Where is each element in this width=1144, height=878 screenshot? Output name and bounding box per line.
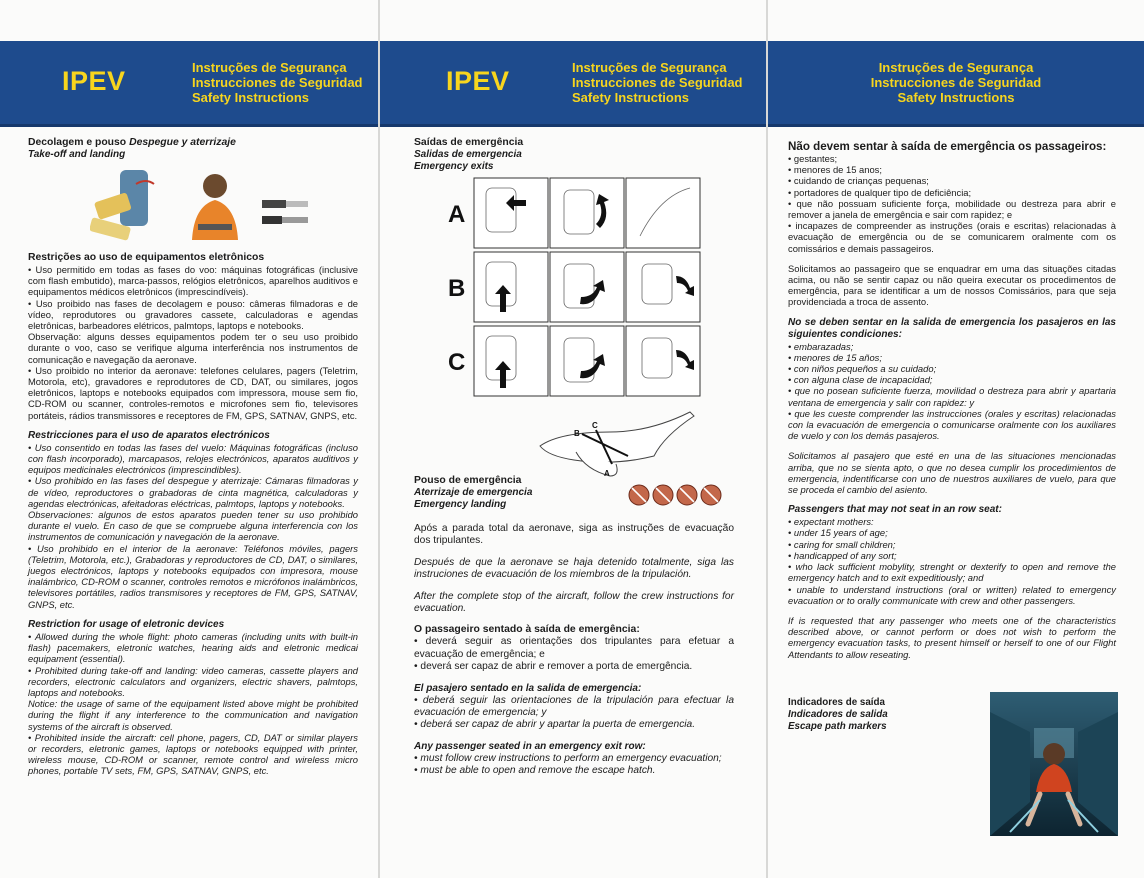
seated-en-item-1: • must follow crew instructions to perform an emergency evacuation; bbox=[414, 752, 722, 764]
buckle-icon-4 bbox=[282, 217, 308, 223]
takeoff-heading bbox=[28, 137, 358, 161]
header-band bbox=[0, 41, 378, 127]
landing-title-es: Aterrizaje de emergencia bbox=[414, 487, 533, 498]
seated-pt-item-2: • deverá ser capaz de abrir e remover a porta de emergência. bbox=[414, 661, 693, 673]
takeoff-title-es: Despegue y aterrizaje bbox=[129, 137, 236, 148]
seated-es-item-1: • deberá seguir las orientaciones de la tripulación para efectuar la evacuación de emergencia; y bbox=[414, 694, 734, 719]
restrictions-heading-es: Restricciones para el uso de aparatos electrónicos bbox=[28, 429, 270, 441]
restriction-pt-3: Observação: alguns desses equipamentos podem ter o seu uso proibido durante o voo, caso se verifique alguma interferência nos instrumentos de comunicação e navegação da aeronave. bbox=[28, 331, 358, 365]
seating-pt-item-4: • portadores de qualquer tipo de deficiência; bbox=[788, 186, 972, 198]
title-pt: Instruções de Segurança bbox=[572, 60, 727, 75]
exit-row-label-b: B bbox=[448, 275, 466, 302]
panel-takeoff-landing bbox=[0, 0, 378, 878]
restrictions-heading-en: Restriction for usage of eletronic devices bbox=[28, 618, 225, 630]
seating-es-item-2: • menores de 15 años; bbox=[788, 351, 882, 363]
exit-row-label-a: A bbox=[448, 201, 466, 228]
restriction-es-4: • Uso prohibido en el interior de la aeronave: Teléfonos móviles, pagers (Teletrim, Motorola, etc.), Grabadoras y reproductores de CD, DAT, o similares, juegos electrónicos, laptops y notebooks equipados con impresora, mouse inalámbrico, CD-ROM o scanner, controles remotos e micrófonos inalámbricos, televisores portátiles, radios transmisores y receptores de FM, GPS, SATNAV, GNPS, etc. bbox=[28, 542, 358, 610]
seating-pt-item-3: • cuidando de crianças pequenas; bbox=[788, 175, 929, 187]
restrictions-text bbox=[28, 252, 358, 777]
panel-exit-seating bbox=[768, 0, 1144, 878]
logo-ipev: IPEV bbox=[62, 66, 126, 96]
title-en: Safety Instructions bbox=[572, 90, 690, 105]
takeoff-title-en: Take-off and landing bbox=[28, 149, 126, 160]
seated-en-item-2: • must be able to open and remove the escape hatch. bbox=[414, 765, 656, 777]
seating-es-item-4: • con alguna clase de incapacidad; bbox=[788, 374, 933, 386]
header-titles bbox=[192, 60, 363, 105]
after-stop-es: Después de que la aeronave se haja detenido totalmente, siga las instruciones de evacuación de los miembros de la tripulación. bbox=[414, 556, 734, 581]
header-titles bbox=[768, 60, 1144, 105]
restriction-en-3: Notice: the usage of same of the equipament listed above might be prohibited during the flight if any interference to the communication and navigation systems of the aircraft is observed. bbox=[28, 698, 358, 732]
seating-es-item-1: • embarazadas; bbox=[788, 340, 854, 352]
header-titles bbox=[572, 60, 743, 105]
seating-pt-request: Solicitamos ao passageiro que se enquadrar em uma das situações citadas acima, ou não se sentir capaz ou não queira executar os procedimentos de emergência, para se identificar a um de nossos Comissários, para que seja providenciada a troca de assento. bbox=[788, 262, 1116, 308]
seating-en-item-1: • expectant mothers: bbox=[788, 516, 874, 528]
evacuation-text bbox=[414, 523, 734, 778]
exits-heading bbox=[414, 137, 744, 173]
aircraft-exit-map bbox=[536, 406, 696, 482]
seating-pt-item-2: • menores de 15 anos; bbox=[788, 164, 882, 176]
seatbelt-icon bbox=[198, 224, 232, 230]
landing-title-pt: Pouso de emergência bbox=[414, 475, 522, 486]
plane-label-b: B bbox=[574, 429, 580, 438]
landing-title-en: Emergency landing bbox=[414, 499, 507, 510]
seated-es-item-2: • deberá ser capaz de abrir y apartar la puerta de emergencia. bbox=[414, 719, 696, 731]
restriction-en-1: • Allowed during the whole flight: photo cameras (including units with built-in flash) pacemakers, eletronic watches, hearing aids and eletronic medicai equipament (essential). bbox=[28, 630, 358, 665]
buckle-icon-3 bbox=[262, 216, 282, 224]
title-pt: Instruções de Segurança bbox=[192, 60, 347, 75]
seating-pt-item-1: • gestantes; bbox=[788, 153, 838, 164]
escape-markers-heading bbox=[788, 697, 988, 733]
after-stop-pt: Após a parada total da aeronave, siga as instruções de evacuação dos tripulantes. bbox=[414, 523, 734, 547]
seating-en-item-2: • under 15 years of age; bbox=[788, 527, 888, 539]
after-stop-en: After the complete stop of the aircraft, follow the crew instructions for evacuation. bbox=[414, 590, 734, 615]
title-es: Instrucciones de Seguridad bbox=[572, 75, 743, 90]
exit-seating-text bbox=[788, 140, 1116, 660]
markers-title-pt: Indicadores de saída bbox=[788, 697, 885, 708]
seating-es-request: Solicitamos al pasajero que esté en una de las situaciones mencionadas arriba, que no se sienta apto, o que no desea cumplir los procedimientos de emergencia, indentificarse con uno de nuestros auxiliares de vuelo, para que se proceda el cambio del asiento. bbox=[788, 450, 1116, 496]
title-en: Safety Instructions bbox=[897, 90, 1015, 105]
header-band bbox=[768, 41, 1144, 127]
seating-pt-item-6: • incapazes de compreender as instruções (orais e escritas) relacionadas à evacuação de emergência ou de se comunicarem oralmente com os comissários e demais passageiros. bbox=[788, 220, 1116, 254]
panel-emergency-exits bbox=[380, 0, 766, 878]
takeoff-illustration bbox=[90, 164, 320, 248]
prohibition-icons bbox=[628, 484, 724, 506]
seating-en-item-4: • handicapped of any sort; bbox=[788, 549, 897, 561]
restriction-es-1: • Uso consentido en todas las fases del vuelo: Máquinas fotográficas (incluso con flash incorporado), marcapasos, relojes electrónicos, aparatos auditivos y equipos medicinales electrónicos (imprescindibles). bbox=[28, 441, 358, 476]
seating-heading-pt: Não devem sentar à saída de emergência os passageiros: bbox=[788, 140, 1107, 153]
passenger-head-icon bbox=[203, 174, 227, 198]
plane-label-a: A bbox=[604, 469, 610, 478]
title-es: Instrucciones de Seguridad bbox=[870, 75, 1042, 90]
logo-ipev: IPEV bbox=[446, 66, 510, 96]
exit-instructions-diagram bbox=[440, 176, 722, 402]
restriction-pt-2: • Uso proibido nas fases de decolagem e pouso: câmeras filmadoras e de vídeo, reprodutores ou gravadores cassete, calculadoras e agendas eletrônicas, barbeadores elétricos, palmtops, laptops e notebooks. bbox=[28, 297, 358, 332]
seating-en-item-5: • who lack sufficient mobylity, strenght or dexterify to open and remove the emergency hatch and to exit expeditiously; and bbox=[788, 561, 1116, 584]
aircraft-icon bbox=[540, 412, 694, 462]
restriction-pt-1: • Uso permitido em todas as fases do voo: máquinas fotográficas (inclusive com flash embutido), marca-passos, relógios eletrônicos, aparelhos auditivos e equipamentos médicos eletrônicos (imprescindíveis). bbox=[28, 264, 358, 298]
passenger-head-icon bbox=[1043, 743, 1065, 765]
seated-heading-es: El pasajero sentado en la salida de emergencia: bbox=[414, 682, 642, 694]
buckle-icon-1 bbox=[262, 200, 286, 208]
restriction-en-4: • Prohibited inside the aircraft: cell phone, pagers, CD, DAT or similar players or recorders, eletronic games, laptops or notebooks equipped with printer, wireless mouse, CD-ROM or scanner, remote control and wireless micro phones, portable TV sets, FM, GPS, SATNAV, GNPS, etc. bbox=[28, 731, 358, 777]
seating-heading-en: Passengers that may not seat in an row seat: bbox=[788, 504, 1002, 516]
exits-title-es: Salidas de emergencia bbox=[414, 149, 522, 160]
restriction-en-2: • Prohibited during take-off and landing: video cameras, cassette players and recorders, electronic calculators and organizers, electric shavers, palmtops, laptops and notebooks. bbox=[28, 664, 358, 698]
seating-en-item-3: • caring for small children; bbox=[788, 538, 896, 550]
seating-en-request: If is requested that any passenger who meets one of the characteristics described above, or cannot perform or does not wish to perform the emergency evacuation tasks, to present himself or herself to one of our Flight Attendants to allow reseating. bbox=[788, 614, 1116, 660]
seating-es-item-6: • que les cueste comprender las instrucciones (orales y escritas) relacionadas con la evacuación de emergencia o comunicarse oralmente con los auxiliares de vuelo y con los demás pasajeros. bbox=[788, 407, 1116, 442]
seating-es-item-5: • que no posean suficiente fuerza, movilidad o destreza para abrir y apartaria ventana de emergencia y salir con rapidez: y bbox=[788, 385, 1116, 408]
restrictions-heading-pt: Restrições ao uso de equipamentos eletrônicos bbox=[28, 252, 265, 263]
restriction-es-3: Observaciones: algunos de estos aparatos pueden tener su uso prohibido durante el vuelo. En caso de que se compruebe alguna interferencia con los instrumentos de comunicación y navegación de la aeronave. bbox=[28, 509, 358, 543]
restriction-pt-4: • Uso proibido no interior da aeronave: telefones celulares, pagers (Teletrim, Motorola, etc), gravadores e reprodutores de CD, DAT, ou similares, jogos eletrônicos, laptops e notebooks equipados com impressora, mouse sem fio, CD-ROM ou scanner, controles-remotos e microfones sem fio, televisores portáteis, rádios transmissores e receptores de FM, GPS, SATNAV, GNPS, etc. bbox=[28, 364, 358, 421]
seated-heading-pt: O passageiro sentado à saída de emergência: bbox=[414, 624, 640, 636]
exit-row-label-c: C bbox=[448, 349, 466, 376]
seating-heading-es: No se deben sentar en la salida de emergencia los pasajeros en las siguientes condiciones: bbox=[788, 316, 1116, 340]
seating-pt-item-5: • que não possuam suficiente força, mobilidade ou destreza para abrir e remover a janela de emergência e sair com rapidez; e bbox=[788, 197, 1116, 221]
title-pt: Instruções de Segurança bbox=[878, 60, 1034, 75]
restriction-es-2: • Uso prohibido en las fases del despegue y aterrizaje: Cámaras filmadoras y de vídeo, reproductores o grabadoras de cinta magnética, calculadoras y agendas electrónicas, afeitadoras eléctricas, palmtops, laptops y notebooks. bbox=[28, 475, 358, 509]
buckle-icon-2 bbox=[286, 201, 308, 207]
passenger-body-icon bbox=[192, 200, 238, 240]
seating-en-item-6: • unable to understand instructions (oral or written) related to emergency evacuation or to orally communicate with crew and other passengers. bbox=[788, 583, 1116, 606]
escape-path-photo bbox=[990, 692, 1118, 836]
seated-heading-en: Any passenger seated in an emergency exit row: bbox=[414, 740, 646, 752]
takeoff-title-pt: Decolagem e pouso bbox=[28, 137, 127, 148]
exits-title-pt: Saídas de emergência bbox=[414, 137, 524, 148]
title-en: Safety Instructions bbox=[192, 90, 310, 105]
title-es: Instrucciones de Seguridad bbox=[192, 75, 363, 90]
plane-label-c: C bbox=[592, 421, 598, 430]
markers-title-en: Escape path markers bbox=[788, 721, 887, 732]
seating-es-item-3: • con niños pequeños a su cuidado; bbox=[788, 363, 937, 375]
exits-title-en: Emergency exits bbox=[414, 161, 494, 172]
header-band bbox=[380, 41, 766, 127]
markers-title-es: Indicadores de salida bbox=[788, 709, 888, 720]
seated-pt-item-1: • deverá seguir as orientações dos tripulantes para efetuar a evacuação de emergência; e bbox=[414, 636, 734, 660]
